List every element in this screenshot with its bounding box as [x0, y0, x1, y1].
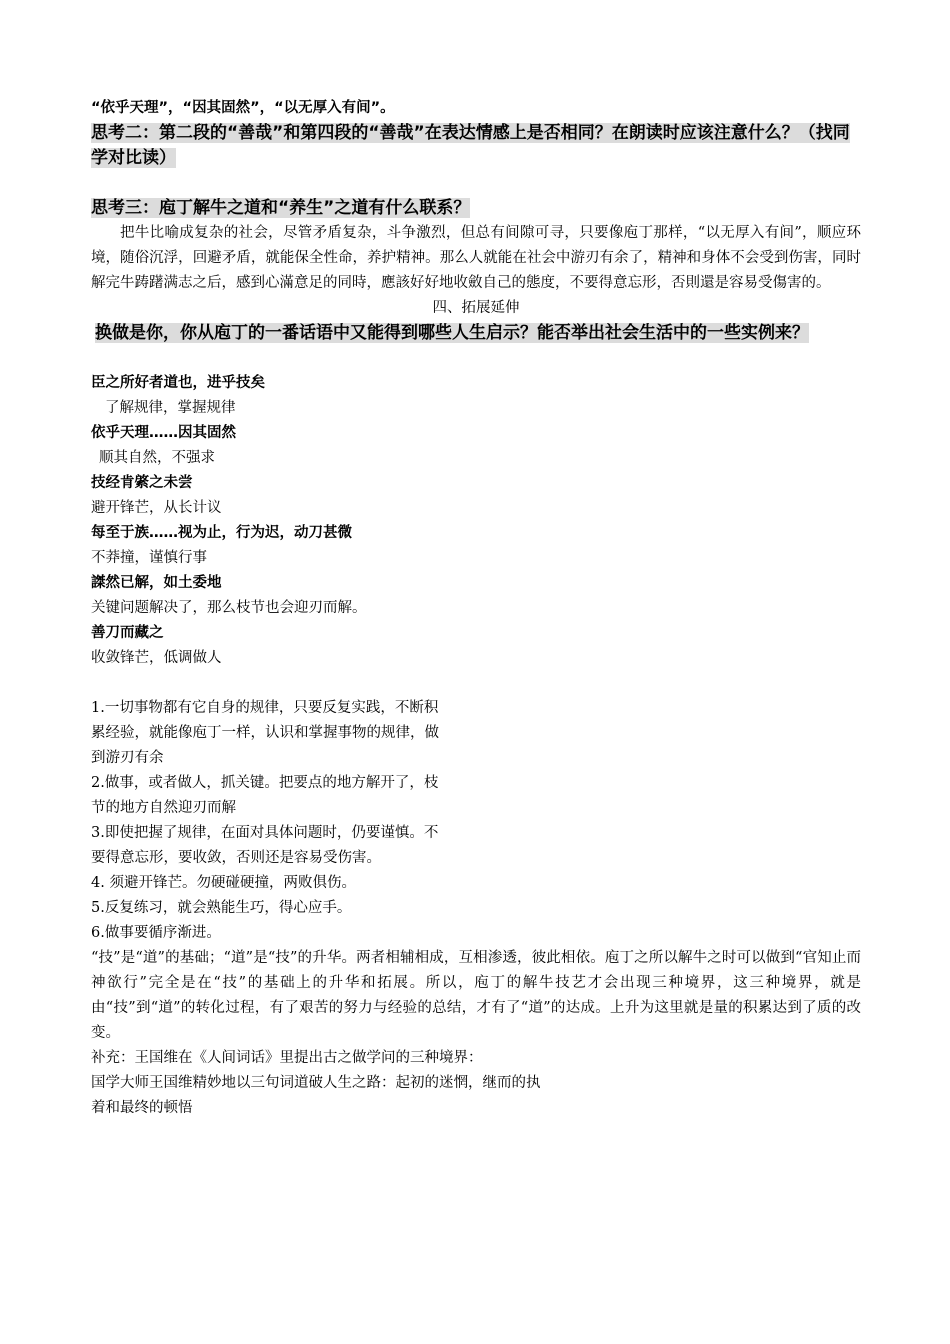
explanation-line: 顺其自然，不强求 — [99, 450, 215, 466]
thinking-question-two — [91, 121, 861, 171]
supplement-line: 补充：王国维在《人间词话》里提出古之做学问的三种境界： — [91, 1050, 483, 1066]
thinking-question-two-text: 思考二：第二段的“善哉”和第四段的“善哉”在表达情感上是否相同？在朗读时应该注意什么？（找同学对比读） — [91, 123, 850, 168]
quote-line: 善刀而藏之 — [91, 625, 164, 641]
explanation-line: 了解规律，掌握规律 — [105, 400, 236, 416]
explanation-line: 收敛锋芒，低调做人 — [91, 650, 222, 666]
intro-line: “依乎天理”，“因其固然”，“以无厚入有间”。 — [91, 100, 395, 116]
document-page — [91, 96, 861, 1121]
insight-item-5: 5.反复练习，就会熟能生巧，得心应手。 — [91, 900, 352, 916]
skill-dao-paragraph: “技”是“道”的基础；“道”是“技”的升华。两者相辅相成，互相渗透，彼此相依。庖丁之所以解牛之时可以做到“官知止而神欲行”完全是在“技”的基础上的升华和拓展。所以，庖丁的解牛技艺才会出现三种境界，这三种境界，就是由“技”到“道”的转化过程，有了艰苦的努力与经验的总结，才有了“道”的达成。上升为这里就是量的积累达到了质的改变。 — [91, 950, 861, 1041]
explanation-line: 避开锋芒，从长计议 — [91, 500, 222, 516]
insight-item-1: 1.一切事物都有它自身的规律，只要反复实践，不断积累经验，就能像庖丁一样，认识和掌握事物的规律，做到游刃有余 — [91, 700, 439, 766]
explanation-line: 关键问题解决了，那么枝节也会迎刃而解。 — [91, 600, 367, 616]
extension-question — [91, 321, 861, 346]
quote-line: 技经肯綮之未尝 — [91, 475, 193, 491]
quote-line: 依乎天理……因其固然 — [91, 425, 236, 441]
insight-item-6: 6.做事要循序渐进。 — [91, 925, 221, 941]
insight-item-2: 2.做事，或者做人，抓关键。把要点的地方解开了，枝节的地方自然迎刃而解 — [91, 775, 439, 816]
spacer — [91, 346, 861, 371]
analysis-paragraph: 把牛比喻成复杂的社会，尽管矛盾复杂，斗争激烈，但总有间隙可寻，只要像庖丁那样，“以无厚入有间”，顺应环境，随俗沉浮，回避矛盾，就能保全性命，养护精神。那么人就能在社会中游刃有余了，精神和身体不会受到伤害，同时解完牛踌躇满志之后，感到心滿意足的同時，應該好好地收斂自己的態度，不要得意忘形，否則還是容易受傷害的。 — [91, 225, 861, 291]
spacer — [91, 671, 861, 696]
explanation-line: 不莽撞，谨慎行事 — [91, 550, 207, 566]
quote-line: 每至于族……视为止，行为迟，动刀甚微 — [91, 525, 352, 541]
closing-line: 国学大师王国维精妙地以三句词道破人生之路：起初的迷惘，继而的执着和最终的顿悟 — [91, 1075, 541, 1116]
spacer — [91, 171, 861, 196]
quote-line: 謋然已解，如土委地 — [91, 575, 222, 591]
insight-item-4: 4. 须避开锋芒。勿硬碰硬撞，两败俱伤。 — [91, 875, 356, 891]
thinking-question-three — [91, 196, 861, 221]
thinking-question-three-text: 思考三：庖丁解牛之道和“养生”之道有什么联系？ — [91, 198, 471, 218]
quote-line: 臣之所好者道也，进乎技矣 — [91, 375, 265, 391]
extension-question-text: 换做是你，你从庖丁的一番话语中又能得到哪些人生启示？能否举出社会生活中的一些实例来？ — [95, 323, 809, 343]
insight-item-3: 3.即使把握了规律，在面对具体问题时，仍要谨慎。不要得意忘形，要收敛，否则还是容易受伤害。 — [91, 825, 439, 866]
section-heading: 四、拓展延伸 — [432, 300, 520, 316]
